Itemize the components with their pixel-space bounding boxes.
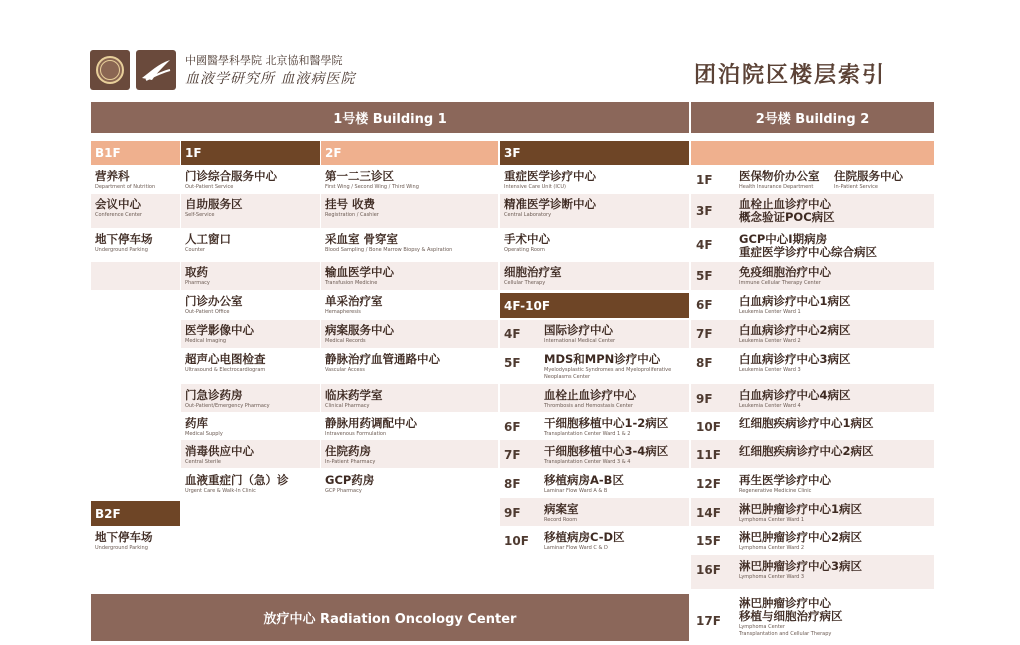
list-item: 淋巴肿瘤诊疗中心 移植与细胞治疗病区 Lymphoma Center Transplantation and Cellular Therapy	[739, 596, 843, 637]
list-item: 地下停车场 Underground Parking	[95, 530, 153, 551]
floor-header-b2f: B2F	[91, 501, 180, 526]
list-item: 超声心电图检查 Ultrasound & Electrocardiogram	[185, 352, 266, 373]
list-item: 干细胞移植中心1-2病区 Transplantation Center Ward 1 & 2	[544, 416, 669, 437]
list-item: 淋巴肿瘤诊疗中心3病区 Lymphoma Center Ward 3	[739, 559, 863, 580]
list-item: 输血医学中心 Transfusion Medicine	[325, 265, 394, 286]
radiation-oncology-banner: 放疗中心 Radiation Oncology Center	[91, 594, 689, 641]
list-item: GCP药房 GCP Pharmacy	[325, 473, 375, 494]
list-item: 白血病诊疗中心4病区 Leukemia Center Ward 4	[739, 388, 851, 409]
list-item: 移植病房C-D区 Laminar Flow Ward C & D	[544, 530, 625, 551]
floor-header-building2	[691, 141, 934, 165]
floor-number: 4F	[696, 238, 713, 252]
list-item: 病案服务中心 Medical Records	[325, 323, 394, 344]
list-item: 医学影像中心 Medical Imaging	[185, 323, 254, 344]
list-item: GCP中心I期病房 重症医学诊疗中心综合病区	[739, 232, 877, 259]
list-item: 第一二三诊区 First Wing / Second Wing / Third Wing	[325, 169, 419, 190]
floor-number: 4F	[504, 327, 521, 341]
list-item: 精准医学诊断中心 Central Laboratory	[504, 197, 596, 218]
floor-number: 14F	[696, 506, 721, 520]
institutions-line: 中國醫學科學院 北京協和醫學院	[185, 54, 343, 67]
list-item: 干细胞移植中心3-4病区 Transplantation Center Ward 3 & 4	[544, 444, 669, 465]
list-item: 重症医学诊疗中心 Intensive Care Unit (ICU)	[504, 169, 596, 190]
list-item: 手术中心 Operating Room	[504, 232, 550, 253]
list-item: 临床药学室 Clinical Pharmacy	[325, 388, 383, 409]
list-item: 静脉用药调配中心 Intravenous Formulation	[325, 416, 417, 437]
floor-header-1f: 1F	[181, 141, 320, 165]
institute-seal-logo	[90, 50, 130, 90]
row-shade	[500, 498, 689, 526]
list-item: 白血病诊疗中心2病区 Leukemia Center Ward 2	[739, 323, 851, 344]
list-item: 细胞治疗室 Cellular Therapy	[504, 265, 562, 286]
floor-header-3f: 3F	[500, 141, 689, 165]
list-item: 医保物价办公室 Health Insurance Department	[739, 169, 820, 190]
floor-number: 15F	[696, 534, 721, 548]
calligraphy-line: 血液学研究所 血液病医院	[185, 71, 356, 87]
list-item: 再生医学诊疗中心 Regenerative Medicine Clinic	[739, 473, 831, 494]
list-item: 血液重症门（急）诊 Urgent Care & Walk-In Clinic	[185, 473, 289, 494]
list-item: 白血病诊疗中心1病区 Leukemia Center Ward 1	[739, 294, 851, 315]
list-item: 药库 Medical Supply	[185, 416, 223, 437]
floor-number: 11F	[696, 448, 721, 462]
list-item: 红细胞疾病诊疗中心2病区	[739, 444, 874, 458]
list-item: 淋巴肿瘤诊疗中心2病区 Lymphoma Center Ward 2	[739, 530, 863, 551]
floor-number: 1F	[696, 173, 713, 187]
page-title: 团泊院区楼层索引	[694, 63, 887, 88]
list-item: 静脉治疗血管通路中心 Vascular Access	[325, 352, 440, 373]
floor-number: 6F	[696, 298, 713, 312]
list-item: 血栓止血诊疗中心 Thrombosis and Hemostasis Center	[544, 388, 636, 409]
floor-number: 5F	[504, 356, 521, 370]
list-item: 人工窗口 Counter	[185, 232, 231, 253]
list-item: 红细胞疾病诊疗中心1病区	[739, 416, 874, 430]
list-item: 病案室 Record Room	[544, 502, 579, 523]
list-item: 白血病诊疗中心3病区 Leukemia Center Ward 3	[739, 352, 851, 373]
hospital-logo	[136, 50, 176, 90]
list-item: 采血室 骨穿室 Blood Sampling / Bone Marrow Biopsy & Aspiration	[325, 232, 453, 253]
floor-number: 5F	[696, 269, 713, 283]
list-item: 单采治疗室 Hemapheresis	[325, 294, 383, 315]
floor-header-b1f: B1F	[91, 141, 180, 165]
list-item: 自助服务区 Self-Service	[185, 197, 243, 218]
floor-number: 7F	[504, 448, 521, 462]
list-item: 国际诊疗中心 International Medical Center	[544, 323, 616, 344]
list-item: 免疫细胞治疗中心 Immune Cellular Therapy Center	[739, 265, 831, 286]
list-item: 移植病房A-B区 Laminar Flow Ward A & B	[544, 473, 624, 494]
list-item: 营养科 Department of Nutrition	[95, 169, 156, 190]
floor-number: 8F	[504, 477, 521, 491]
floor-number: 6F	[504, 420, 521, 434]
list-item: 门急诊药房 Out-Patient/Emergency Pharmacy	[185, 388, 270, 409]
list-item: 门诊办公室 Out-Patient Office	[185, 294, 243, 315]
list-item: 血栓止血诊疗中心 概念验证POC病区	[739, 197, 835, 224]
list-item: 挂号 收费 Registration / Cashier	[325, 197, 379, 218]
list-item: MDS和MPN诊疗中心 Myelodysplastic Syndromes and Myeloproliferative Neoplasms Center	[544, 352, 672, 380]
list-item: 门诊综合服务中心 Out-Patient Service	[185, 169, 277, 190]
floor-number: 16F	[696, 563, 721, 577]
floor-number: 10F	[696, 420, 721, 434]
list-item: 住院服务中心 In-Patient Service	[834, 169, 903, 190]
floor-header-4f-10f: 4F-10F	[500, 293, 689, 318]
floor-number: 9F	[696, 392, 713, 406]
floor-number: 9F	[504, 506, 521, 520]
floor-number: 3F	[696, 204, 713, 218]
building1-header: 1号楼 Building 1	[91, 102, 689, 133]
floor-number: 12F	[696, 477, 721, 491]
floor-number: 7F	[696, 327, 713, 341]
list-item: 住院药房 In-Patient Pharmacy	[325, 444, 376, 465]
list-item: 消毒供应中心 Central Sterile	[185, 444, 254, 465]
row-shade	[91, 262, 180, 290]
list-item: 地下停车场 Underground Parking	[95, 232, 153, 253]
floor-header-2f: 2F	[321, 141, 498, 165]
building2-header: 2号楼 Building 2	[691, 102, 934, 133]
list-item: 取药 Pharmacy	[185, 265, 210, 286]
floor-number: 17F	[696, 614, 721, 628]
floor-number: 10F	[504, 534, 529, 548]
list-item: 会议中心 Conference Center	[95, 197, 142, 218]
floor-number: 8F	[696, 356, 713, 370]
list-item: 淋巴肿瘤诊疗中心1病区 Lymphoma Center Ward 1	[739, 502, 863, 523]
